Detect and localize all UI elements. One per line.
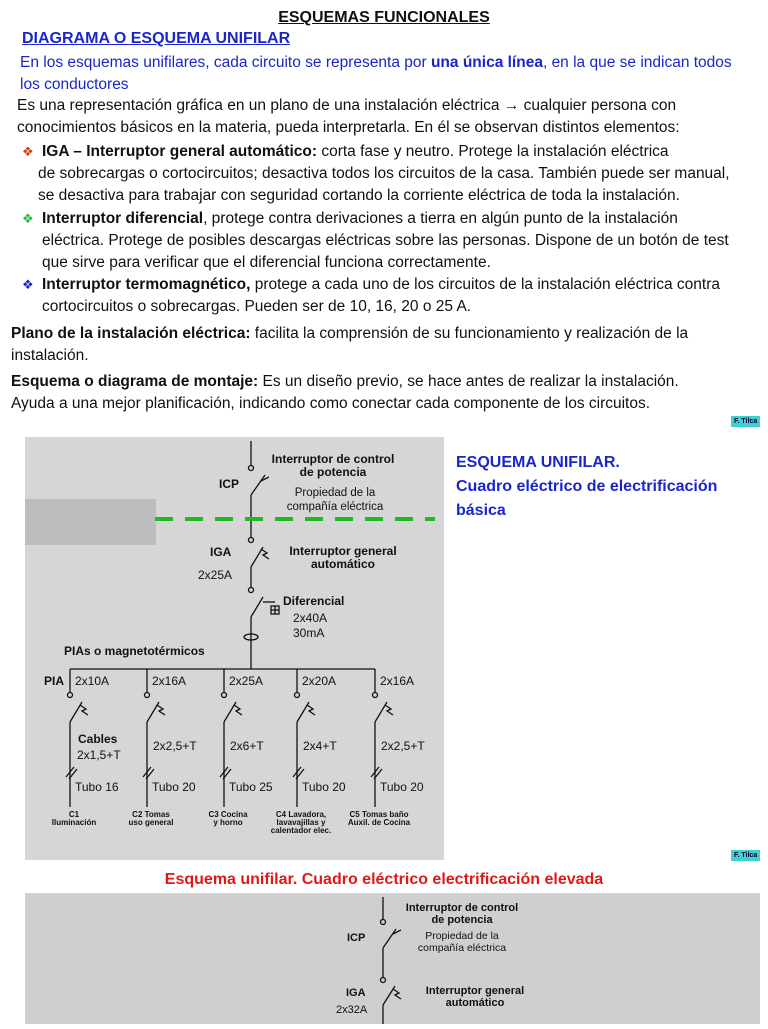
breaker-contact	[145, 693, 150, 698]
breaker-trip-mark	[385, 705, 393, 715]
pia-rating: 2x25A	[229, 674, 264, 688]
pia-rating: 2x10A	[75, 674, 110, 688]
iga2-desc: automático	[445, 997, 505, 1009]
pia-rating: 2x20A	[302, 674, 337, 688]
circuit-name: uso general	[128, 818, 174, 827]
icp-desc: Interruptor de control	[271, 452, 395, 466]
bullet-line: cortocircuitos o sobrecargas. Pueden ser de 10, 16, 20 o 25 A.	[42, 298, 472, 315]
circuit-branches	[52, 674, 426, 835]
bullet-line: que sirve para verificar que el diferencial funciona correctamente.	[42, 254, 491, 271]
single-line-diagram-elevated	[25, 893, 760, 1024]
iga-rating: 2x25A	[198, 568, 233, 582]
circuit-name: calentador elec.	[270, 826, 332, 835]
iga-desc: automático	[310, 557, 376, 571]
cable-spec: 2x6+T	[230, 739, 264, 753]
breaker-contact	[295, 693, 300, 698]
bullet-line: , protege contra derivaciones a tierra en algún punto de la instalación	[203, 210, 678, 227]
breaker-trip-mark	[80, 705, 88, 715]
montaje-line: Es un diseño previo, se hace antes de realizar la instalación.	[258, 373, 679, 390]
single-line-diagram-basic	[25, 437, 444, 860]
diferencial-label: Diferencial	[283, 594, 345, 608]
icp2-label: ICP	[347, 932, 366, 944]
bullet-iga	[22, 141, 762, 207]
breaker-contact	[222, 693, 227, 698]
tube-spec: Tubo 25	[229, 780, 273, 794]
bullet-line: corta fase y neutro. Protege la instalación eléctrica	[317, 143, 669, 160]
bullet-line: se desactiva para trabajar con seguridad cortando la corriente eléctrica de toda la instalación.	[38, 187, 680, 204]
author-tag: F. Tilca	[731, 850, 760, 861]
breaker-contact	[373, 693, 378, 698]
bullet-diamond-icon: ❖	[22, 144, 34, 159]
pias-label: PIAs o magnetotérmicos	[64, 644, 205, 658]
bullet-diamond-icon: ❖	[22, 277, 34, 292]
cable-spec: 2x1,5+T	[77, 748, 121, 762]
breaker-trip-mark	[234, 705, 242, 715]
icp2-desc: Interruptor de control	[405, 902, 519, 914]
intro-text	[20, 52, 755, 96]
intro-bold: una única línea	[430, 54, 543, 71]
diagram-caption	[456, 451, 717, 523]
company-label: compañía eléctrica	[286, 501, 384, 513]
circuit-name: Iluminación	[51, 818, 97, 827]
tube-spec: Tubo 20	[380, 780, 424, 794]
company-label: Propiedad de la	[294, 487, 376, 499]
diferencial-rating: 30mA	[293, 626, 325, 640]
bullet-diferencial	[22, 208, 762, 274]
diferencial-rating: 2x40A	[293, 611, 328, 625]
cable-spec: 2x2,5+T	[153, 739, 197, 753]
diagram-svg	[25, 437, 444, 860]
breaker-trip-mark	[157, 705, 165, 715]
circuit-name: C5 Tomas baño	[349, 810, 409, 819]
caption-line: básica	[456, 502, 506, 519]
cable-spec: 2x2,5+T	[381, 739, 425, 753]
pia-rating: 2x16A	[152, 674, 187, 688]
pia-rating: 2x16A	[380, 674, 415, 688]
caption-line: Cuadro eléctrico de electrificación	[456, 478, 718, 495]
bullet-line: protege a cada uno de los circuitos de la instalación eléctrica contra	[250, 276, 721, 293]
breaker-trip-mark	[307, 705, 315, 715]
author-tag: F. Tilca	[731, 416, 760, 427]
circuit-name: C2 Tomas	[132, 810, 170, 819]
breaker-contact	[68, 693, 73, 698]
intro-pre: En los esquemas unifilares, cada circuito se representa por	[20, 54, 431, 71]
iga2-rating: 2x32A	[336, 1004, 368, 1016]
cable-spec: 2x4+T	[303, 739, 337, 753]
circuit-name: C1	[68, 810, 80, 819]
iga-desc: Interruptor general	[289, 544, 397, 558]
montaje-bold: Esquema o diagrama de montaje:	[11, 373, 259, 390]
icp2-desc: de potencia	[431, 914, 493, 926]
circuit-name: y horno	[213, 818, 243, 827]
iga-label: IGA	[210, 545, 232, 559]
company2-label: Propiedad de la	[425, 930, 499, 942]
cables-label: Cables	[78, 732, 118, 746]
page-title: ESQUEMAS FUNCIONALES	[278, 9, 490, 26]
circuit-name: Auxil. de Cocina	[347, 818, 411, 827]
bullet-bold: Interruptor termomagnético,	[42, 276, 251, 293]
circuit-name: lavavajillas y	[276, 818, 326, 827]
intro-post: , en la que se indican todos los conductores	[20, 54, 732, 93]
icp-label: ICP	[219, 477, 240, 491]
plano-desc: facilita la comprensión de su funcionamiento y realización de la instalación.	[11, 325, 689, 364]
montaje-text	[11, 371, 759, 415]
montaje-line: Ayuda a una mejor planificación, indicando como conectar cada componente de los circuitos.	[11, 395, 651, 412]
plano-text	[11, 323, 759, 367]
bullet-line: de sobrecargas o cortocircuitos; desactiva todos los circuitos de la casa. También puede ser manual,	[38, 165, 730, 182]
bullet-line: eléctrica. Protege de posibles descargas eléctricas sobre las personas. Dispone de un botón de test	[42, 232, 729, 249]
pia-label: PIA	[44, 674, 65, 688]
bullet-termomagnetico	[22, 274, 762, 318]
definition-text: Es una representación gráfica en un plano de una instalación eléctrica → cualquier persona con conocimientos básicos en la materia, pueda interpretarla. En él se observan distintos elementos:	[17, 97, 680, 136]
circuit-name: C3 Cocina	[208, 810, 248, 819]
tube-spec: Tubo 16	[75, 780, 119, 794]
tube-spec: Tubo 20	[152, 780, 196, 794]
bullet-bold: Interruptor diferencial	[42, 210, 204, 227]
iga2-label: IGA	[346, 987, 366, 999]
bullet-bold: IGA – Interruptor general automático:	[42, 143, 318, 160]
tube-spec: Tubo 20	[302, 780, 346, 794]
diagram2-svg	[25, 893, 760, 1024]
section-heading: DIAGRAMA O ESQUEMA UNIFILAR	[22, 30, 291, 47]
circuit-name: C4 Lavadora,	[275, 810, 327, 819]
icp-desc: de potencia	[299, 465, 367, 479]
caption-line: ESQUEMA UNIFILAR.	[456, 454, 620, 471]
company2-label: compañía eléctrica	[417, 942, 507, 954]
diagram-subtitle: Esquema unifilar. Cuadro eléctrico electrificación elevada	[164, 871, 604, 888]
bullet-diamond-icon: ❖	[22, 211, 34, 226]
plano-bold: Plano de la instalación eléctrica:	[11, 325, 251, 342]
iga2-desc: Interruptor general	[425, 985, 525, 997]
